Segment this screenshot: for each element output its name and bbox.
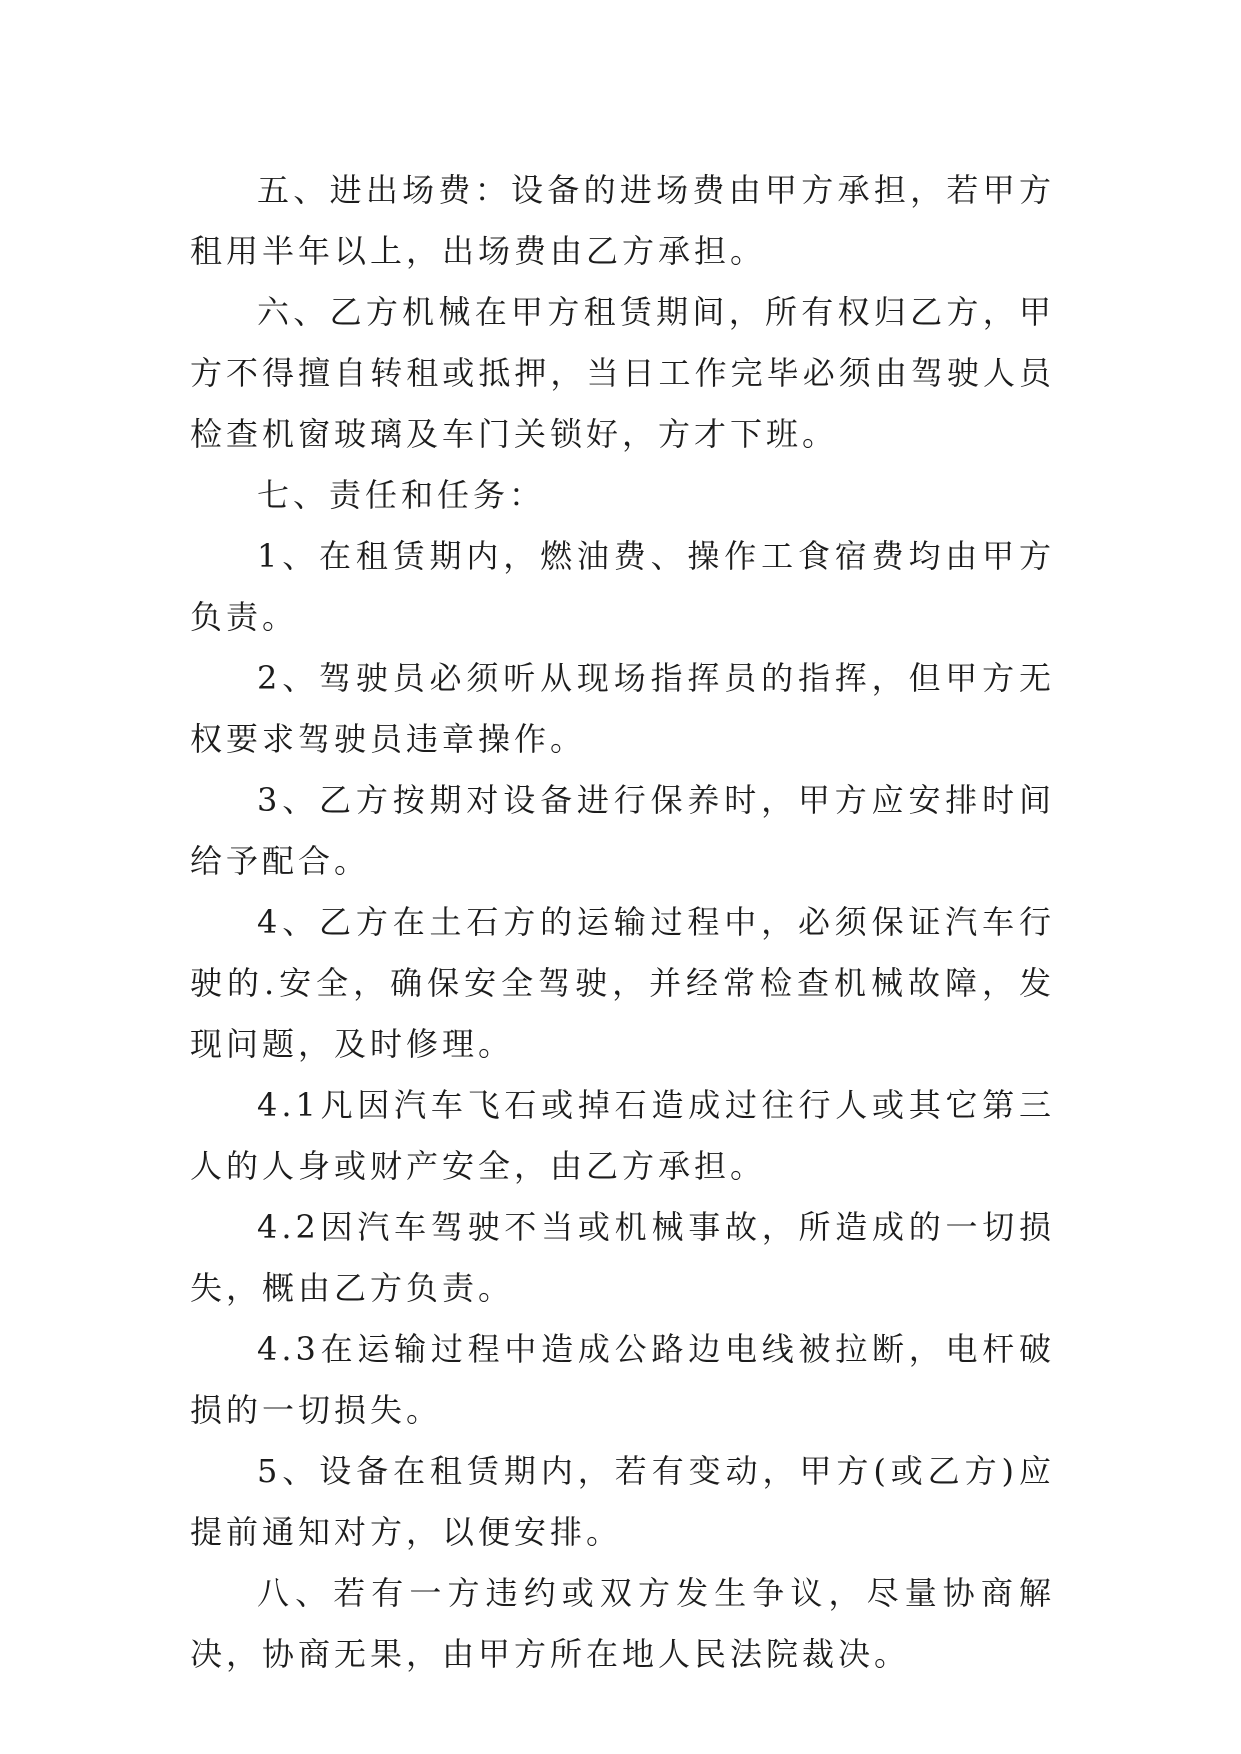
clause-7-item-3: 3、乙方按期对设备进行保养时，甲方应安排时间给予配合。 bbox=[190, 781, 1055, 880]
clause-7-item-4-3: 4.3在运输过程中造成公路边电线被拉断，电杆破损的一切损失。 bbox=[190, 1330, 1055, 1429]
clause-7-item-4-2: 4.2因汽车驾驶不当或机械事故，所造成的一切损失，概由乙方负责。 bbox=[190, 1208, 1055, 1307]
clause-5-entry-exit-fee: 五、进出场费：设备的进场费由甲方承担，若甲方租用半年以上，出场费由乙方承担。 bbox=[190, 171, 1055, 270]
clause-7-item-5: 5、设备在租赁期内，若有变动，甲方(或乙方)应提前通知对方，以便安排。 bbox=[190, 1452, 1055, 1551]
clause-7-item-2: 2、驾驶员必须听从现场指挥员的指挥，但甲方无权要求驾驶员违章操作。 bbox=[190, 659, 1055, 758]
clause-8-disputes: 八、若有一方违约或双方发生争议，尽量协商解决，协商无果，由甲方所在地人民法院裁决。 bbox=[190, 1574, 1055, 1673]
clause-7-item-4: 4、乙方在土石方的运输过程中，必须保证汽车行驶的.安全，确保安全驾驶，并经常检查机械故障，发现问题，及时修理。 bbox=[190, 903, 1055, 1063]
document-body bbox=[190, 160, 1055, 1685]
clause-7-heading: 七、责任和任务： bbox=[257, 476, 546, 514]
clause-7-item-4-1: 4.1凡因汽车飞石或掉石造成过往行人或其它第三人的人身或财产安全，由乙方承担。 bbox=[190, 1086, 1055, 1185]
clause-7-item-1: 1、在租赁期内，燃油费、操作工食宿费均由甲方负责。 bbox=[190, 537, 1055, 636]
clause-6-ownership: 六、乙方机械在甲方租赁期间，所有权归乙方，甲方不得擅自转租或抵押，当日工作完毕必须由驾驶人员检查机窗玻璃及车门关锁好，方才下班。 bbox=[190, 293, 1055, 453]
